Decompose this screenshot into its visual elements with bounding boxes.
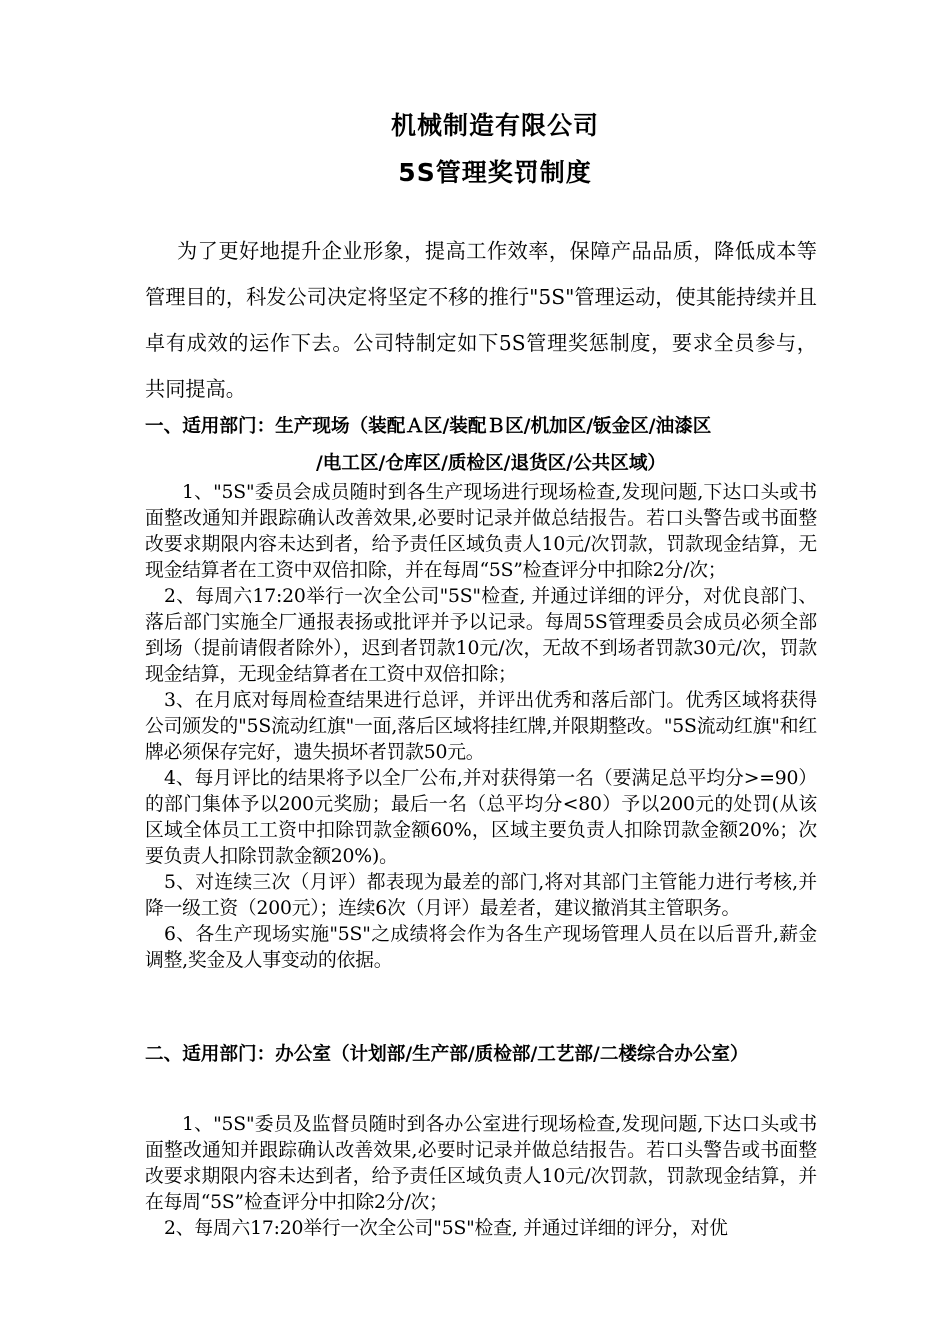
section-1-item: 3、在月底对每周检查结果进行总评，并评出优秀和落后部门。优秀区域将获得公司颁发的"5S流动红旗"一面,落后区域将挂红牌,并限期整改。"5S流动红旗"和红牌必须保存完好，遗失损坏者罚款50元。	[145, 690, 817, 763]
section-1-item: 2、每周六17:20举行一次全公司"5S"检查, 并通过详细的评分，对优良部门、落后部门实施全厂通报表扬或批评并予以记录。每周5S管理委员会成员必须全部到场（提前请假者除外），迟到者罚款10元/次，无故不到场者罚款30元/次，罚款现金结算，无现金结算者在工资中双倍扣除；	[145, 586, 817, 685]
section-2-item: 2、每周六17:20举行一次全公司"5S"检查, 并通过详细的评分，对优	[164, 1218, 728, 1239]
intro-paragraph: 为了更好地提升企业形象，提高工作效率，保障产品品质，降低成本等管理目的，科发公司决定将坚定不移的推行"5S"管理运动，使其能持续并且卓有成效的运作下去。公司特制定如下5S管理奖惩制度，要求全员参与，共同提高。	[145, 239, 817, 401]
section-1-item: 5、对连续三次（月评）都表现为最差的部门,将对其部门主管能力进行考核,并降一级工资（200元）；连续6次（月评）最差者，建议撤消其主管职务。	[145, 872, 817, 919]
document-title: 5S管理奖罚制度	[398, 158, 592, 187]
section-2-heading: 二、适用部门：办公室（计划部/生产部/质检部/工艺部/二楼综合办公室）	[145, 1044, 749, 1065]
section-1-item: 1、"5S"委员会成员随时到各生产现场进行现场检查,发现问题,下达口头或书面整改通知并跟踪确认改善效果,必要时记录并做总结报告。若口头警告或书面整改要求期限内容未达到者，给予责任区域负责人10元/次罚款，罚款现金结算，无现金结算者在工资中双倍扣除，并在每周“5S”检查评分中扣除2分/次；	[145, 482, 817, 581]
section-1-item: 6、各生产现场实施"5S"之成绩将会作为各生产现场管理人员在以后晋升,薪金调整,奖金及人事变动的依据。	[145, 924, 817, 971]
section-1-heading-continued: /电工区/仓库区/质检区/退货区/公共区域）	[315, 453, 667, 474]
section-1-item: 4、每月评比的结果将予以全厂公布,并对获得第一名（要满足总平均分>=90）的部门集体予以200元奖励；最后一名（总平均分<80）予以200元的处罚(从该区域全体员工工资中扣除罚款金额60%，区域主要负责人扣除罚款金额20%；次要负责人扣除罚款金额20%)。	[145, 768, 817, 867]
section-2-item: 1、"5S"委员及监督员随时到各办公室进行现场检查,发现问题,下达口头或书面整改通知并跟踪确认改善效果,必要时记录并做总结报告。若口头警告或书面整改要求期限内容未达到者，给予责任区域负责人10元/次罚款，罚款现金结算，并在每周“5S”检查评分中扣除2分/次；	[145, 1114, 817, 1213]
section-1-items	[145, 480, 817, 974]
section-1-heading	[145, 408, 817, 482]
section-1-heading-text: 一、适用部门：生产现场（装配Ａ区/装配Ｂ区/机加区/钣金区/油漆区	[145, 416, 712, 437]
company-title: 机械制造有限公司	[390, 111, 599, 140]
section-2-items	[145, 1112, 817, 1242]
